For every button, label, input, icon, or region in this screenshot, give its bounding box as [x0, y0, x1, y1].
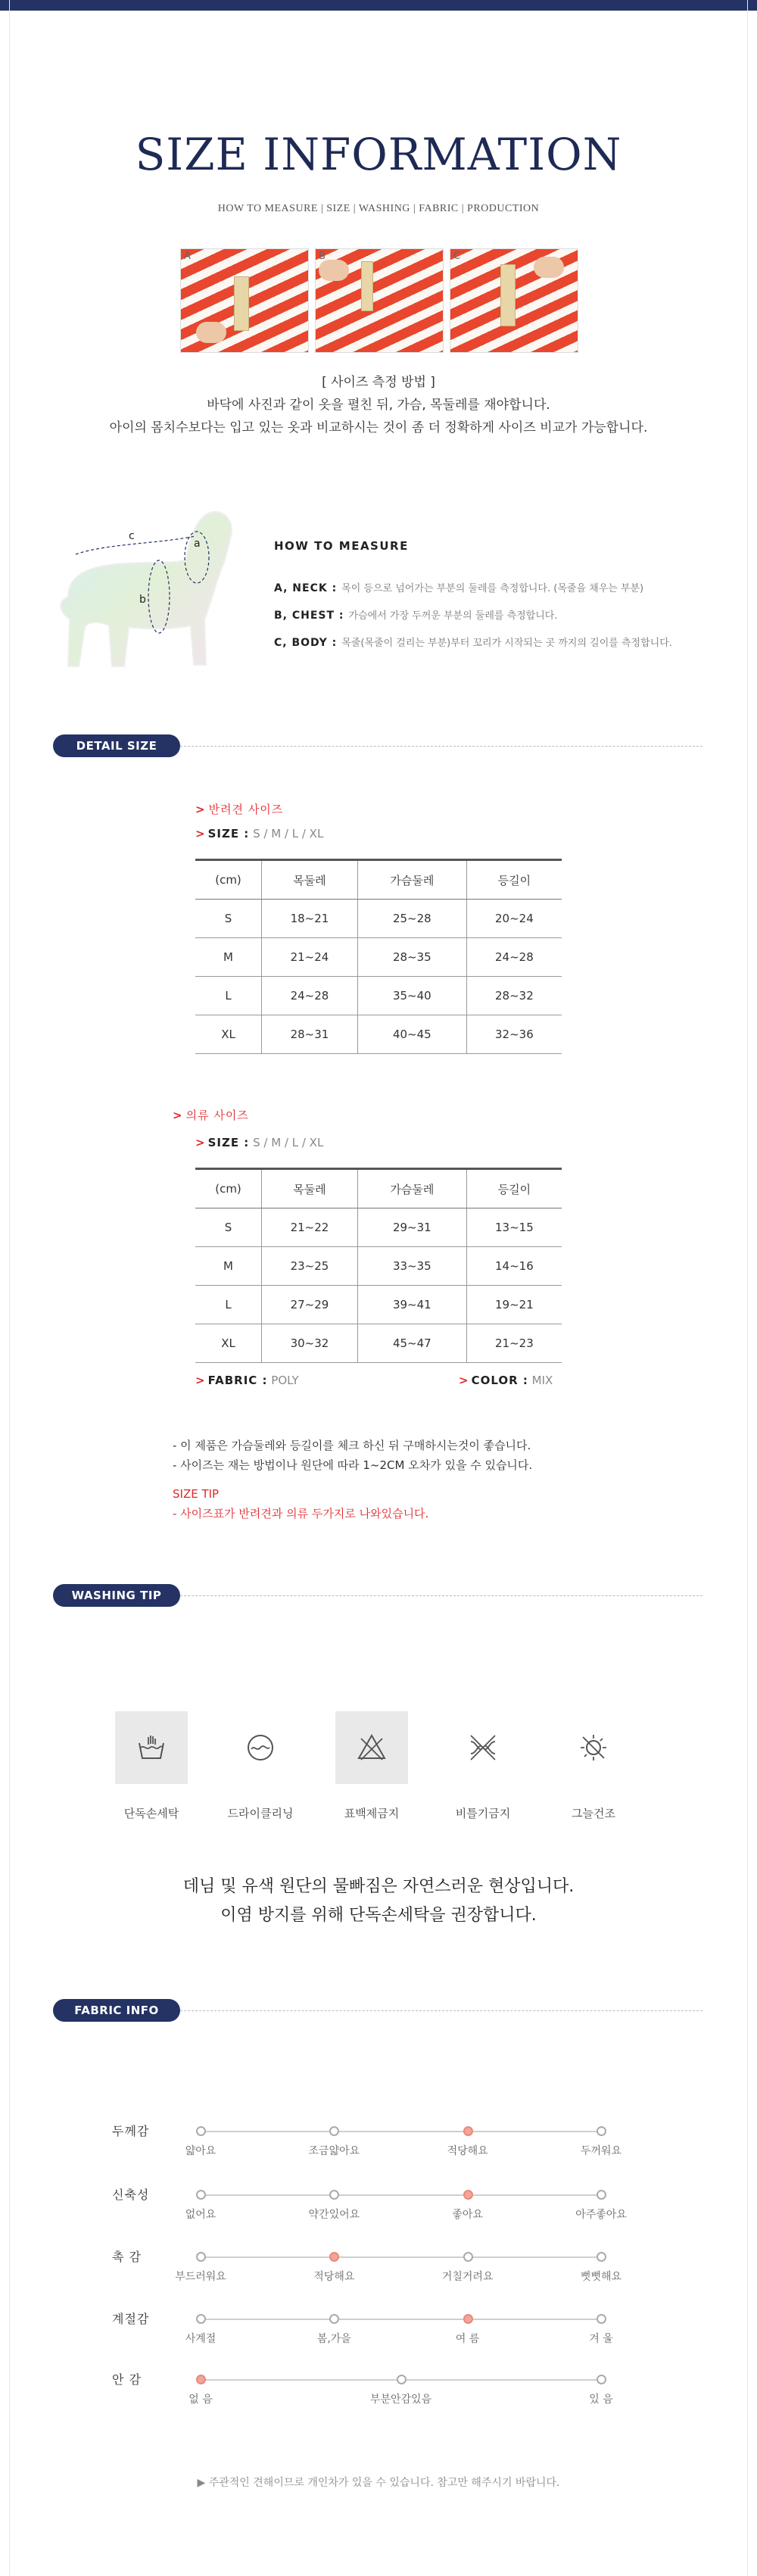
diagram-label-c: c: [129, 530, 135, 542]
fabric-scale-option: 봄,가을: [316, 2333, 351, 2345]
fabric-row-label: 촉 감: [112, 2250, 142, 2264]
photo-label: A: [184, 251, 191, 262]
fabric-footnote: ▶ 주관적인 견해이므로 개인차가 있을 수 있습니다. 참고만 해주시기 바랍니다.: [197, 2477, 560, 2489]
fabric-scale-dot: [196, 2252, 206, 2262]
fabric-info-badge: FABRIC INFO: [53, 1999, 180, 2022]
size-values: S / M / L / XL: [253, 827, 324, 840]
diagram-label-b: b: [139, 594, 146, 606]
how-to-key: B, CHEST :: [274, 610, 344, 622]
color-line: > COLOR : MIX: [459, 1374, 553, 1387]
hand: [534, 257, 564, 278]
measure-photo-c: [450, 248, 578, 353]
size-label: SIZE :: [207, 1136, 250, 1149]
how-to-item: [274, 580, 643, 594]
hand-wash-icon: [115, 1711, 188, 1784]
size-tip-title: SIZE TIP: [173, 1487, 220, 1501]
shade-dry-icon: [557, 1711, 630, 1784]
diagram-label-a: a: [194, 538, 201, 550]
table-cell: 28~31: [262, 1015, 358, 1054]
fabric-scale-option: 얇아요: [185, 2145, 217, 2157]
size-note: - 사이즈는 재는 방법이나 원단에 따라 1~2CM 오차가 있을 수 있습니다.: [173, 1458, 533, 1472]
table-header: 가슴둘레: [357, 860, 466, 900]
fabric-scale-dot: [597, 2314, 606, 2324]
table-cell: 28~35: [357, 938, 466, 977]
table-cell: 14~16: [466, 1247, 562, 1286]
table-row: [195, 900, 562, 938]
fabric-scale-dot: [196, 2314, 206, 2324]
hand: [319, 260, 349, 281]
garment-size-table: [195, 1168, 562, 1363]
fabric-scale-option: 적당해요: [313, 2271, 355, 2283]
table-row: [195, 1015, 562, 1054]
washing-label: 그늘건조: [572, 1807, 615, 1820]
how-to-desc: 가슴에서 가장 두꺼운 부분의 둘레를 측정합니다.: [348, 610, 558, 622]
table-row: [195, 1324, 562, 1363]
table-header-row: [195, 1169, 562, 1208]
table-cell: 24~28: [262, 977, 358, 1015]
fabric-scale-dot: [597, 2190, 606, 2200]
fabric-scale-option: 뻣뻣해요: [580, 2271, 622, 2283]
fabric-value: POLY: [271, 1374, 299, 1387]
table-cell: 18~21: [262, 900, 358, 938]
size-values: S / M / L / XL: [253, 1136, 324, 1149]
size-note: - 이 제품은 가슴둘레와 등길이를 체크 하신 뒤 구매하시는것이 좋습니다.: [173, 1439, 531, 1452]
table-cell: 39~41: [357, 1286, 466, 1324]
section-nav: HOW TO MEASURE | SIZE | WASHING | FABRIC | PRODUCTION: [217, 203, 540, 214]
table-cell: 27~29: [262, 1286, 358, 1324]
how-to-key: A, NECK :: [274, 582, 338, 594]
fabric-scale-line: [201, 2131, 601, 2132]
fabric-scale-dot: [196, 2126, 206, 2136]
section-divider: [180, 2010, 702, 2011]
fabric-row-label: 계절감: [112, 2312, 150, 2326]
dog-measure-diagram: [45, 491, 235, 680]
page-title: SIZE INFORMATION: [135, 129, 622, 180]
fabric-scale-option: 아주좋아요: [575, 2209, 627, 2221]
table-cell: 32~36: [466, 1015, 562, 1054]
section-divider: [180, 1595, 702, 1596]
fabric-scale-option: 약간있어요: [308, 2209, 360, 2221]
washing-tip-badge: WASHING TIP: [53, 1584, 180, 1607]
washing-label: 단독손세탁: [123, 1807, 179, 1820]
table-header: (cm): [195, 860, 262, 900]
fabric-scale-option: 있 음: [589, 2394, 613, 2406]
table-cell: 30~32: [262, 1324, 358, 1363]
table-cell: S: [195, 1208, 262, 1247]
how-to-desc: 목줄(목줄이 걸리는 부분)부터 꼬리가 시작되는 곳 까지의 길이를 측정합니다.: [341, 638, 672, 649]
table-cell: 23~25: [262, 1247, 358, 1286]
table-cell: 33~35: [357, 1247, 466, 1286]
fabric-scale-option: 부드러워요: [175, 2271, 226, 2283]
fabric-scale-option: 부분안감있음: [369, 2394, 432, 2406]
photo-label: C: [453, 251, 461, 262]
size-label: SIZE :: [207, 827, 250, 840]
fabric-scale-dot: [597, 2126, 606, 2136]
fabric-scale-option: 사계절: [185, 2333, 217, 2345]
detail-size-badge: DETAIL SIZE: [53, 734, 180, 757]
washing-label: 비틀기금지: [455, 1807, 511, 1820]
fabric-scale-line: [201, 2319, 601, 2320]
fabric-scale-option: 여 름: [455, 2333, 480, 2345]
fabric-row-label: 두께감: [112, 2124, 150, 2138]
table-header-row: [195, 860, 562, 900]
measure-method-line: 아이의 몸치수보다는 입고 있는 옷과 비교하시는 것이 좀 더 정확하게 사이즈 비교가 가능합니다.: [109, 420, 648, 435]
section-divider: [180, 746, 702, 747]
fabric-scale-option: 좋아요: [452, 2209, 483, 2221]
how-to-desc: 목이 등으로 넘어가는 부분의 둘레를 측정합니다. (목줄을 채우는 부분): [341, 583, 644, 594]
table-header: 가슴둘레: [357, 1169, 466, 1208]
fabric-scale-dot: [196, 2190, 206, 2200]
fabric-row-label: 신축성: [112, 2188, 150, 2202]
fabric-scale-option: 두꺼워요: [580, 2145, 622, 2157]
table-cell: 40~45: [357, 1015, 466, 1054]
measure-method-line: 바닥에 사진과 같이 옷을 펼친 뒤, 가슴, 목둘레를 재야합니다.: [207, 398, 550, 413]
table-cell: 21~24: [262, 938, 358, 977]
table-header: 등길이: [466, 860, 562, 900]
size-tip-text: - 사이즈표가 반려견과 의류 두가지로 나와있습니다.: [173, 1507, 429, 1520]
table-cell: 21~23: [466, 1324, 562, 1363]
hand: [196, 322, 226, 343]
dog-size-title-text: 반려견 사이즈: [208, 803, 284, 816]
garment-size-title-text: 의류 사이즈: [185, 1109, 249, 1122]
color-label: COLOR :: [471, 1374, 528, 1387]
fabric-scale-option: 겨 울: [589, 2333, 613, 2345]
fabric-scale-line: [201, 2194, 601, 2196]
how-to-item: [274, 607, 558, 622]
table-header: 목둘레: [262, 1169, 358, 1208]
table-row: [195, 938, 562, 977]
table-cell: 19~21: [466, 1286, 562, 1324]
dog-size-table: [195, 859, 562, 1054]
fabric-row-label: 안 감: [112, 2372, 142, 2387]
color-value: MIX: [531, 1374, 553, 1387]
fabric-scale-dot: [463, 2252, 473, 2262]
table-cell: M: [195, 938, 262, 977]
table-cell: 20~24: [466, 900, 562, 938]
table-cell: XL: [195, 1324, 262, 1363]
fabric-scale-dot-selected: [463, 2190, 473, 2200]
fabric-scale-dot-selected: [463, 2126, 473, 2136]
dog-size-line: > SIZE : S / M / L / XL: [195, 827, 324, 840]
fabric-scale-dot: [597, 2252, 606, 2262]
how-to-measure-title: HOW TO MEASURE: [274, 539, 409, 553]
washing-label: 드라이클리닝: [227, 1807, 294, 1820]
fabric-scale-option: 적당해요: [447, 2145, 488, 2157]
fabric-scale-option: 없 음: [188, 2394, 213, 2406]
fabric-scale-dot-selected: [196, 2375, 206, 2384]
garment-size-title: > 의류 사이즈: [173, 1109, 249, 1122]
measure-photo-a: [180, 248, 309, 353]
fabric-scale-option: 조금얇아요: [308, 2145, 360, 2157]
washing-message: 이염 방지를 위해 단독손세탁을 권장합니다.: [220, 1906, 537, 1925]
table-row: [195, 1208, 562, 1247]
table-cell: 28~32: [466, 977, 562, 1015]
measure-method-title: [ 사이즈 측정 방법 ]: [322, 375, 435, 390]
table-row: [195, 1247, 562, 1286]
tape-measure: [361, 261, 373, 311]
no-wring-icon: [447, 1711, 519, 1784]
table-cell: 45~47: [357, 1324, 466, 1363]
how-to-item: [274, 635, 672, 649]
table-header: (cm): [195, 1169, 262, 1208]
table-header: 등길이: [466, 1169, 562, 1208]
fabric-scale-option: 거칠거려요: [441, 2271, 494, 2283]
fabric-line: > FABRIC : POLY: [195, 1374, 299, 1387]
table-cell: M: [195, 1247, 262, 1286]
measure-photo-b: [315, 248, 444, 353]
garment-size-line: > SIZE : S / M / L / XL: [195, 1136, 324, 1149]
table-cell: 24~28: [466, 938, 562, 977]
fabric-scale-dot: [597, 2375, 606, 2384]
table-cell: 29~31: [357, 1208, 466, 1247]
table-cell: 13~15: [466, 1208, 562, 1247]
table-cell: XL: [195, 1015, 262, 1054]
washing-message: 데님 및 유색 원단의 물빠짐은 자연스러운 현상입니다.: [182, 1877, 575, 1896]
fabric-label: FABRIC :: [207, 1374, 268, 1387]
table-row: [195, 977, 562, 1015]
dry-clean-icon: [224, 1711, 297, 1784]
tape-measure: [234, 276, 249, 331]
table-cell: 25~28: [357, 900, 466, 938]
washing-label: 표백제금지: [344, 1807, 400, 1820]
tape-measure: [500, 264, 516, 326]
table-header: 목둘레: [262, 860, 358, 900]
table-cell: 21~22: [262, 1208, 358, 1247]
dog-size-title: > 반려견 사이즈: [195, 803, 284, 816]
fabric-scale-line: [201, 2256, 601, 2258]
table-cell: 35~40: [357, 977, 466, 1015]
fabric-scale-option: 없어요: [185, 2209, 217, 2221]
no-bleach-icon: [335, 1711, 408, 1784]
table-cell: L: [195, 977, 262, 1015]
how-to-key: C, BODY :: [274, 637, 338, 649]
fabric-scale-dot-selected: [463, 2314, 473, 2324]
table-cell: S: [195, 900, 262, 938]
table-row: [195, 1286, 562, 1324]
photo-label: B: [319, 251, 326, 262]
fabric-scale-dot: [397, 2375, 407, 2384]
table-cell: L: [195, 1286, 262, 1324]
